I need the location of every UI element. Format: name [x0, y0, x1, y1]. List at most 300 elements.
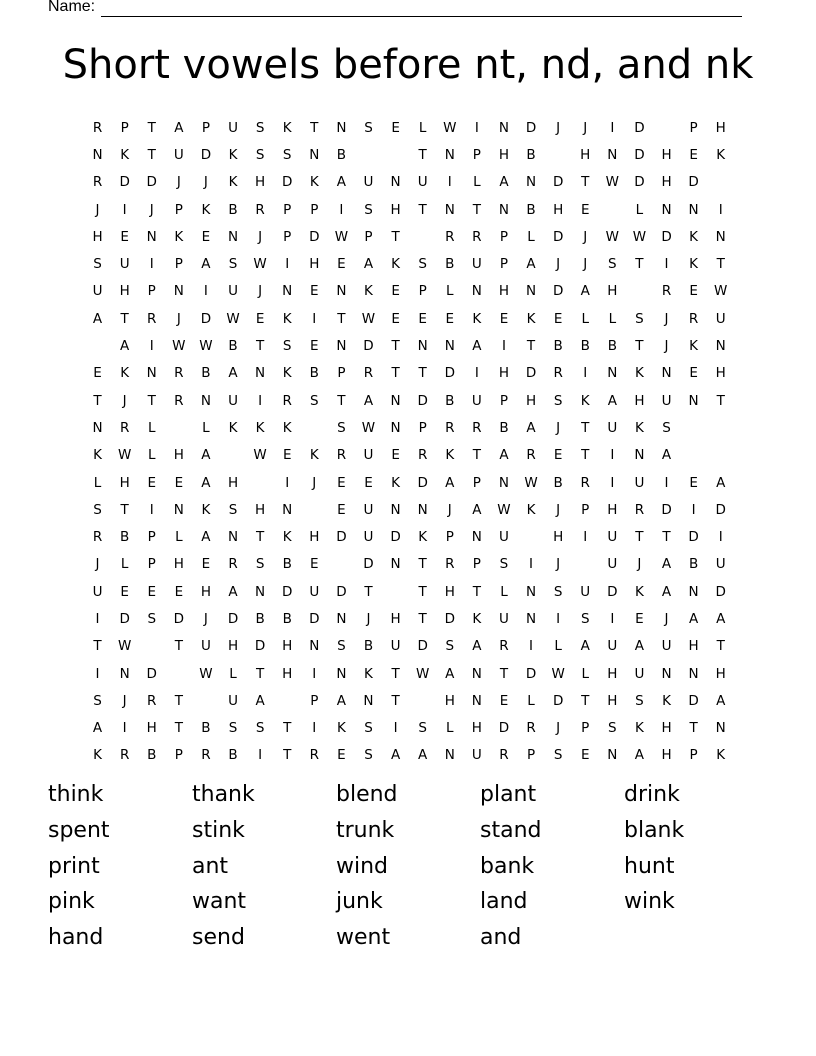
grid-cell[interactable]: T	[662, 529, 671, 546]
grid-cell[interactable]: T	[391, 365, 400, 382]
grid-cell[interactable]: D	[552, 174, 564, 191]
grid-cell[interactable]: A	[201, 447, 211, 464]
grid-cell[interactable]: L	[229, 665, 237, 682]
grid-cell[interactable]: E	[93, 365, 102, 382]
grid-cell[interactable]: N	[498, 119, 509, 136]
grid-cell[interactable]: U	[499, 529, 509, 546]
grid-cell[interactable]: B	[553, 474, 563, 491]
grid-cell[interactable]: T	[418, 146, 427, 163]
grid-cell[interactable]: T	[337, 310, 346, 327]
grid-cell[interactable]	[518, 529, 545, 545]
grid-cell[interactable]: L	[500, 583, 508, 600]
grid-cell[interactable]: U	[634, 474, 645, 491]
grid-cell[interactable]: U	[715, 556, 726, 573]
grid-cell[interactable]: N	[336, 665, 347, 682]
grid-cell[interactable]: I	[149, 338, 154, 355]
grid-cell[interactable]: R	[417, 447, 428, 464]
grid-cell[interactable]: S	[608, 720, 617, 737]
grid-cell[interactable]: H	[390, 201, 401, 218]
grid-cell[interactable]	[328, 556, 355, 572]
grid-cell[interactable]: T	[255, 529, 265, 546]
grid-cell[interactable]: K	[364, 665, 373, 682]
grid-cell[interactable]: S	[499, 556, 509, 573]
grid-cell[interactable]: J	[664, 310, 669, 327]
grid-cell[interactable]: N	[444, 201, 455, 218]
grid-cell[interactable]: H	[715, 119, 726, 136]
grid-cell[interactable]: H	[607, 283, 618, 300]
grid-cell[interactable]: T	[147, 146, 156, 163]
grid-cell[interactable]: U	[228, 119, 238, 136]
grid-cell[interactable]: J	[583, 228, 588, 245]
grid-cell[interactable]: I	[610, 119, 615, 136]
grid-cell[interactable]: R	[282, 392, 292, 409]
grid-cell[interactable]: D	[282, 583, 293, 600]
grid-cell[interactable]: T	[283, 747, 292, 764]
grid-cell[interactable]: H	[227, 474, 239, 491]
grid-cell[interactable]: H	[661, 720, 672, 737]
grid-cell[interactable]: B	[445, 392, 455, 409]
grid-cell[interactable]: L	[202, 419, 210, 436]
grid-cell[interactable]: N	[390, 556, 401, 573]
grid-cell[interactable]: S	[364, 119, 373, 136]
grid-cell[interactable]: A	[445, 474, 455, 491]
grid-cell[interactable]: A	[336, 692, 347, 709]
grid-cell[interactable]: D	[688, 529, 699, 546]
grid-cell[interactable]: J	[637, 556, 642, 573]
grid-cell[interactable]: J	[556, 556, 561, 573]
word-search-grid[interactable]	[84, 114, 734, 769]
grid-cell[interactable]: W	[172, 338, 186, 355]
grid-cell[interactable]: T	[255, 665, 265, 682]
grid-cell[interactable]: K	[282, 119, 292, 136]
grid-cell[interactable]: N	[390, 392, 401, 409]
grid-cell[interactable]: R	[147, 310, 157, 327]
grid-cell[interactable]: R	[119, 419, 130, 436]
grid-cell[interactable]: L	[527, 692, 535, 709]
grid-cell[interactable]: H	[255, 501, 266, 518]
grid-cell[interactable]: K	[418, 529, 428, 546]
grid-cell[interactable]: D	[119, 174, 130, 191]
grid-cell[interactable]: D	[634, 119, 645, 136]
grid-cell[interactable]: S	[255, 556, 265, 573]
grid-cell[interactable]: K	[472, 310, 482, 327]
grid-cell[interactable]: D	[200, 146, 212, 163]
grid-cell[interactable]: R	[363, 365, 374, 382]
grid-cell[interactable]: I	[203, 283, 208, 300]
grid-cell[interactable]: N	[336, 338, 347, 355]
grid-cell[interactable]: S	[580, 610, 590, 627]
grid-cell[interactable]: D	[173, 610, 185, 627]
grid-cell[interactable]: A	[634, 747, 645, 764]
grid-cell[interactable]: H	[173, 556, 184, 573]
grid-cell[interactable]: E	[337, 747, 346, 764]
grid-cell[interactable]: N	[417, 338, 428, 355]
grid-cell[interactable]: H	[146, 720, 157, 737]
grid-cell[interactable]	[653, 120, 680, 136]
grid-cell[interactable]: A	[526, 256, 536, 273]
grid-cell[interactable]: D	[444, 610, 455, 627]
grid-cell[interactable]: K	[689, 228, 699, 245]
grid-cell[interactable]: U	[499, 610, 509, 627]
grid-cell[interactable]: K	[662, 692, 671, 709]
grid-cell[interactable]: J	[556, 256, 561, 273]
grid-cell[interactable]: K	[282, 529, 292, 546]
grid-cell[interactable]: N	[525, 283, 537, 300]
grid-cell[interactable]: J	[176, 310, 181, 327]
grid-cell[interactable]: E	[120, 228, 129, 245]
grid-cell[interactable]: H	[553, 201, 564, 218]
grid-cell[interactable]: H	[661, 747, 672, 764]
grid-cell[interactable]: P	[472, 146, 481, 163]
grid-cell[interactable]: S	[310, 392, 319, 409]
grid-cell[interactable]: W	[524, 474, 538, 491]
grid-cell[interactable]: K	[526, 501, 536, 518]
grid-cell[interactable]: T	[716, 256, 725, 273]
grid-cell[interactable]: P	[120, 119, 129, 136]
grid-cell[interactable]: N	[173, 283, 184, 300]
grid-cell[interactable]: U	[228, 392, 238, 409]
grid-cell[interactable]	[192, 693, 219, 709]
grid-cell[interactable]: N	[282, 283, 293, 300]
grid-cell[interactable]: K	[445, 447, 455, 464]
grid-cell[interactable]: H	[607, 692, 618, 709]
grid-cell[interactable]: B	[201, 365, 211, 382]
grid-cell[interactable]: E	[391, 310, 400, 327]
grid-cell[interactable]: B	[499, 419, 509, 436]
grid-cell[interactable]: K	[364, 283, 373, 300]
grid-cell[interactable]: T	[255, 338, 265, 355]
grid-cell[interactable]: B	[282, 556, 292, 573]
grid-cell[interactable]: I	[583, 365, 588, 382]
grid-cell[interactable]: S	[147, 610, 157, 627]
grid-cell[interactable]: I	[122, 720, 127, 737]
grid-cell[interactable]	[84, 338, 111, 354]
grid-cell[interactable]: H	[580, 146, 591, 163]
grid-cell[interactable]: J	[258, 228, 263, 245]
grid-cell[interactable]: A	[661, 556, 672, 573]
grid-cell[interactable]: K	[120, 146, 130, 163]
grid-cell[interactable]: A	[120, 338, 130, 355]
grid-cell[interactable]: B	[580, 338, 590, 355]
grid-cell[interactable]: U	[580, 583, 591, 600]
grid-cell[interactable]: T	[526, 338, 536, 355]
grid-cell[interactable]: L	[446, 283, 454, 300]
grid-cell[interactable]: H	[661, 146, 672, 163]
grid-cell[interactable]: N	[336, 283, 347, 300]
grid-cell[interactable]: I	[501, 338, 506, 355]
grid-cell[interactable]: N	[92, 146, 103, 163]
grid-cell[interactable]: N	[688, 665, 699, 682]
grid-cell[interactable]: N	[471, 529, 482, 546]
grid-cell[interactable]: P	[201, 119, 210, 136]
grid-cell[interactable]: S	[337, 419, 346, 436]
grid-cell[interactable]: W	[714, 283, 728, 300]
grid-cell[interactable]: S	[418, 720, 427, 737]
grid-cell[interactable]: H	[553, 529, 564, 546]
grid-cell[interactable]: S	[228, 256, 238, 273]
grid-cell[interactable]: A	[201, 474, 211, 491]
grid-cell[interactable]: K	[93, 447, 102, 464]
grid-cell[interactable]: K	[201, 501, 211, 518]
grid-cell[interactable]: S	[662, 419, 671, 436]
grid-cell[interactable]: N	[525, 583, 537, 600]
grid-cell[interactable]: R	[119, 747, 130, 764]
grid-cell[interactable]: D	[336, 529, 347, 546]
grid-cell[interactable]: I	[95, 610, 100, 627]
grid-cell[interactable]: K	[716, 146, 726, 163]
grid-cell[interactable]: I	[149, 501, 154, 518]
grid-cell[interactable]: D	[607, 583, 618, 600]
grid-cell[interactable]: E	[201, 228, 211, 245]
grid-cell[interactable]: H	[282, 638, 293, 655]
grid-cell[interactable]: P	[174, 201, 183, 218]
grid-cell[interactable]: I	[339, 201, 344, 218]
grid-cell[interactable]	[382, 147, 409, 163]
grid-cell[interactable]: P	[364, 228, 373, 245]
grid-cell[interactable]: N	[309, 146, 320, 163]
grid-cell[interactable]: H	[498, 146, 510, 163]
grid-cell[interactable]: W	[199, 338, 213, 355]
grid-cell[interactable]: N	[444, 146, 455, 163]
grid-cell[interactable]: N	[444, 338, 455, 355]
grid-cell[interactable]: I	[583, 529, 588, 546]
grid-cell[interactable]: U	[607, 556, 618, 573]
grid-cell[interactable]: I	[285, 474, 290, 491]
grid-cell[interactable]: L	[120, 556, 129, 573]
grid-cell[interactable]: N	[661, 201, 672, 218]
grid-cell[interactable]: N	[715, 720, 726, 737]
grid-cell[interactable]: N	[390, 174, 401, 191]
grid-cell[interactable]: R	[255, 201, 265, 218]
grid-cell[interactable]: R	[472, 228, 482, 245]
grid-cell[interactable]: E	[147, 583, 156, 600]
grid-cell[interactable]	[680, 447, 707, 463]
grid-cell[interactable]: I	[312, 665, 317, 682]
grid-cell[interactable]: U	[173, 146, 184, 163]
grid-cell[interactable]: K	[391, 256, 400, 273]
grid-cell[interactable]: S	[255, 146, 265, 163]
grid-cell[interactable]: I	[95, 665, 100, 682]
grid-cell[interactable]: I	[529, 638, 534, 655]
grid-cell[interactable]: N	[146, 365, 157, 382]
grid-cell[interactable]: N	[471, 692, 482, 709]
grid-cell[interactable]: D	[309, 228, 320, 245]
grid-cell[interactable]: H	[444, 692, 455, 709]
grid-cell[interactable]: E	[689, 474, 698, 491]
grid-cell[interactable]: A	[363, 392, 374, 409]
grid-cell[interactable]: A	[499, 174, 509, 191]
grid-cell[interactable]: N	[634, 447, 645, 464]
grid-cell[interactable]: U	[471, 256, 482, 273]
grid-cell[interactable]: H	[309, 529, 320, 546]
grid-cell[interactable]: T	[581, 692, 590, 709]
grid-cell[interactable]: J	[447, 501, 452, 518]
grid-cell[interactable]: J	[664, 338, 669, 355]
grid-cell[interactable]: E	[553, 447, 563, 464]
grid-cell[interactable]: T	[499, 665, 509, 682]
grid-cell[interactable]: J	[176, 174, 181, 191]
grid-cell[interactable]: U	[634, 665, 645, 682]
grid-cell[interactable]: N	[607, 747, 618, 764]
grid-cell[interactable]: S	[364, 747, 373, 764]
grid-cell[interactable]: T	[472, 447, 481, 464]
grid-cell[interactable]	[409, 693, 436, 709]
grid-cell[interactable]: U	[200, 638, 211, 655]
grid-cell[interactable]: U	[661, 392, 672, 409]
grid-cell[interactable]: E	[418, 310, 427, 327]
grid-cell[interactable]: J	[258, 283, 263, 300]
grid-cell[interactable]: B	[228, 747, 238, 764]
grid-cell[interactable]: S	[93, 692, 102, 709]
grid-cell[interactable]: N	[498, 201, 509, 218]
grid-cell[interactable]: H	[309, 256, 320, 273]
grid-cell[interactable]: K	[580, 392, 590, 409]
grid-cell[interactable]: K	[228, 419, 238, 436]
grid-cell[interactable]: D	[661, 501, 672, 518]
grid-cell[interactable]: H	[227, 638, 239, 655]
grid-cell[interactable]: D	[363, 338, 374, 355]
grid-cell[interactable]: D	[282, 174, 293, 191]
grid-cell[interactable]: A	[688, 610, 699, 627]
grid-cell[interactable]: K	[255, 419, 265, 436]
grid-cell[interactable]: L	[446, 720, 454, 737]
grid-cell[interactable]: N	[444, 747, 455, 764]
grid-cell[interactable]: T	[283, 720, 292, 737]
grid-cell[interactable]: K	[120, 365, 130, 382]
grid-cell[interactable]: P	[526, 747, 536, 764]
grid-cell[interactable]: E	[635, 610, 644, 627]
grid-cell[interactable]	[274, 693, 301, 709]
grid-cell[interactable]: S	[608, 256, 617, 273]
grid-cell[interactable]: W	[605, 174, 619, 191]
grid-cell[interactable]: I	[447, 174, 452, 191]
grid-cell[interactable]: A	[418, 747, 428, 764]
grid-cell[interactable]: T	[147, 392, 156, 409]
grid-cell[interactable]: H	[471, 720, 482, 737]
name-field[interactable]	[48, 0, 742, 17]
grid-cell[interactable]: B	[255, 610, 265, 627]
grid-cell[interactable]: A	[92, 720, 103, 737]
grid-cell[interactable]: L	[175, 529, 183, 546]
grid-cell[interactable]: N	[227, 228, 239, 245]
grid-cell[interactable]	[219, 447, 246, 463]
grid-cell[interactable]: P	[147, 283, 156, 300]
grid-cell[interactable]: W	[361, 419, 376, 436]
grid-cell[interactable]: N	[146, 228, 157, 245]
grid-cell[interactable]: R	[499, 638, 509, 655]
grid-cell[interactable]: L	[473, 174, 481, 191]
grid-cell[interactable]: E	[689, 365, 698, 382]
grid-cell[interactable]	[545, 147, 572, 163]
grid-cell[interactable]: N	[336, 119, 347, 136]
grid-cell[interactable]: U	[661, 638, 672, 655]
grid-cell[interactable]: P	[283, 228, 292, 245]
grid-cell[interactable]: T	[689, 720, 698, 737]
grid-cell[interactable]: S	[635, 310, 644, 327]
grid-cell[interactable]: J	[664, 610, 669, 627]
grid-cell[interactable]: T	[635, 529, 644, 546]
grid-cell[interactable]: H	[390, 610, 401, 627]
grid-cell[interactable]: A	[716, 610, 726, 627]
grid-cell[interactable]: U	[390, 638, 401, 655]
grid-cell[interactable]: I	[610, 447, 615, 464]
grid-cell[interactable]: R	[553, 365, 563, 382]
grid-cell[interactable]: T	[120, 501, 129, 518]
grid-cell[interactable]	[165, 666, 192, 682]
grid-cell[interactable]: E	[174, 583, 184, 600]
grid-cell[interactable]: D	[254, 638, 266, 655]
grid-cell[interactable]: J	[583, 119, 588, 136]
grid-cell[interactable]: T	[174, 692, 183, 709]
grid-cell[interactable]: I	[610, 474, 615, 491]
grid-cell[interactable]: P	[310, 201, 319, 218]
grid-cell[interactable]: W	[415, 665, 430, 682]
grid-cell[interactable]: B	[336, 146, 347, 163]
grid-cell[interactable]: H	[173, 447, 184, 464]
grid-cell[interactable]: R	[688, 310, 699, 327]
grid-cell[interactable]: R	[661, 283, 672, 300]
grid-cell[interactable]: R	[526, 447, 536, 464]
grid-cell[interactable]: J	[556, 119, 561, 136]
grid-cell[interactable]: R	[174, 365, 184, 382]
grid-cell[interactable]: R	[472, 419, 482, 436]
grid-cell[interactable]: B	[363, 638, 374, 655]
grid-cell[interactable]: S	[228, 501, 238, 518]
grid-cell[interactable]: T	[418, 365, 427, 382]
grid-cell[interactable]: T	[581, 447, 590, 464]
grid-cell[interactable]: E	[310, 556, 319, 573]
grid-cell[interactable]	[165, 420, 192, 436]
grid-cell[interactable]: U	[363, 501, 374, 518]
grid-cell[interactable]: D	[715, 583, 726, 600]
grid-cell[interactable]: P	[581, 720, 590, 737]
grid-cell[interactable]: I	[718, 529, 723, 546]
grid-cell[interactable]: S	[553, 583, 563, 600]
grid-cell[interactable]: U	[417, 174, 428, 191]
grid-cell[interactable]: P	[147, 556, 156, 573]
grid-cell[interactable]: B	[309, 365, 319, 382]
grid-cell[interactable]: H	[634, 392, 645, 409]
grid-cell[interactable]: N	[227, 529, 239, 546]
grid-cell[interactable]: L	[635, 201, 644, 218]
grid-cell[interactable]: I	[285, 256, 290, 273]
grid-cell[interactable]: H	[498, 365, 510, 382]
grid-cell[interactable]: K	[689, 338, 699, 355]
grid-cell[interactable]: B	[228, 201, 238, 218]
grid-cell[interactable]: A	[201, 529, 211, 546]
grid-cell[interactable]: N	[255, 583, 266, 600]
grid-cell[interactable]: S	[445, 638, 455, 655]
grid-cell[interactable]: S	[255, 720, 265, 737]
grid-cell[interactable]: L	[147, 419, 156, 436]
grid-cell[interactable]: E	[282, 447, 292, 464]
grid-cell[interactable]: A	[607, 392, 617, 409]
grid-cell[interactable]: E	[147, 474, 156, 491]
grid-cell[interactable]: T	[635, 338, 644, 355]
grid-cell[interactable]: W	[253, 256, 267, 273]
grid-cell[interactable]: I	[610, 610, 615, 627]
grid-cell[interactable]: E	[364, 474, 373, 491]
grid-cell[interactable]: B	[553, 338, 563, 355]
grid-cell[interactable]: H	[607, 665, 618, 682]
grid-cell[interactable]	[301, 502, 328, 518]
grid-cell[interactable]: B	[445, 256, 455, 273]
grid-cell[interactable]: N	[200, 392, 211, 409]
grid-cell[interactable]: I	[691, 501, 696, 518]
grid-cell[interactable]: E	[499, 310, 509, 327]
grid-cell[interactable]: D	[390, 529, 401, 546]
grid-cell[interactable]: T	[174, 720, 183, 737]
